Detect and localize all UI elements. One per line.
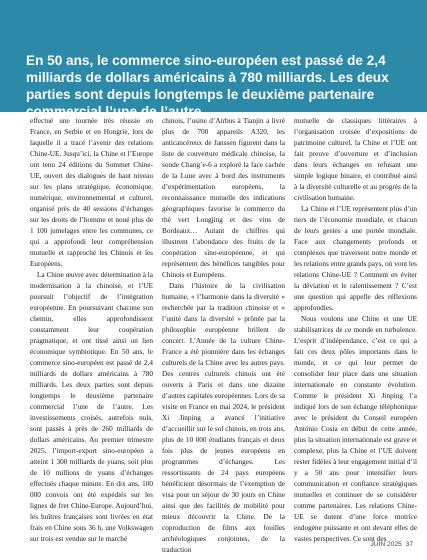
paragraph: La Chine et l’UE représentent plus d’un tiers de l’économie mondiale, et chacun de leurs gestes a une portée mondiale. Face aux changements profonds et complexes que traversent notre monde et les relations entre grands pays, où vont les relations Chine-UE ? Comment en éviter la déviation et le ralentissement ? C’est une question qui appelle des réflexions approfondies.: [294, 205, 417, 312]
paragraph: mutuelle de classiques littéraires à l’organisation croisée d’expositions de patrimoine culturel, la Chine et l’UE ont fait preuve d’ouverture et d’inclusion dans leurs échanges en refusant une simple logique binaire, et contribué ainsi à la diversité culturelle et au progrès de la civilisation humaine.: [294, 117, 417, 202]
paragraph: La Chine œuvre avec détermination à la modernisation à la chinoise, et l’UE poursuit l’objectif de l’intégration européenne. En poursuivant chacune son chemin, elles approfondissent constamment leur coopération pragmatique, et ont tissé ainsi un lien économique symbiotique. En 50 ans, le commerce sino-européen est passé de 2,4 milliards de dollars américains à 780 milliards. Les deux parties sont depuis longtemps le deuxième partenaire commercial l’une de l’autre. Les investissements croisés, autrefois nuls, sont passés à près de 260 milliards de dollars américains. Au premier trimestre 2025, l’import-export sino-européen a atteint 1 300 milliards de yuans, soit plus de 10 millions de yuans d’échanges effectués chaque minute. En dix ans, 100 000 convois ont été expédiés sur les lignes de fret Chine-Europe. Aujourd’hui, les huîtres françaises sont livrées en état frais en Chine sous 36 h, une Volkswagen sur trois est vendue sur le marché: [30, 271, 153, 543]
page-footer: [371, 541, 414, 548]
headline-text: En 50 ans, le commerce sino-européen est passé de 2,4 milliards de dollars américains à 780 milliards. Les deux parties sont depuis longtemps le deuxième partenaire commercial l’une de l’autre.: [26, 53, 389, 119]
article-column-2: [162, 116, 285, 554]
headline-banner: [0, 0, 427, 119]
issue-date: JUIN 2025: [370, 541, 402, 548]
article-column-3: [294, 116, 417, 543]
page-number: 37: [405, 541, 413, 548]
article-column-1: [30, 116, 153, 543]
paragraph: chinois, l’usine d’Airbus à Tianjin a livré plus de 700 appareils A320, les anticancéreux de Janssen figurent dans la liste de couverture médicale chinoise, la sonde Chang’e-6 a exploré la face cachée de la Lune avec à bord des instruments d’expérimentation européens, la reconnaissance mutuelle des indications géographiques favorise le commerce du thé vert Longjing et des vins de Bordeaux… Autant de chiffres qui illustrent l’abondance des fruits de la coopération sino-européenne, et qui représentent des bénéfices tangibles pour Chinois et Européens.: [162, 117, 285, 279]
paragraph: effectué une tournée très réussie en France, en Serbie et en Hongrie, lors de laquelle il a tracé l’avenir des relations Chine-UE. Jusqu’ici, la Chine et l’Europe ont tenu 24 éditions du Sommet Chine-UE, ouvert des dialogues de haut niveau sur les plans stratégique, économique, numérique, environnemental et culturel, organisé près de 40 sessions d’échanges sur les droits de l’homme et noué plus de 1 100 jumelages entre les communes, ce qui a approfondi leur compréhension mutuelle et rapproché les Chinois et les Européens.: [30, 117, 153, 268]
paragraph: Nous voulons une Chine et une UE stabilisatrices de ce monde en turbulence. L’esprit d’indépendance, c’est ce qui a fait ces deux pôles importants dans le monde, et ce qui leur permet de consolider leur place dans une situation internationale en constante évolution. Comme le président Xi Jinping l’a indiqué lors de son échange téléphonique avec le président du Conseil européen António Costa en début de cette année, plus la situation internationale est grave et complexe, plus la Chine et l’UE doivent rester fidèles à leur engagement initial d’il y a 50 ans pour intensifier leurs communication et confiance stratégiques mutuelles et continuer de se considérer comme partenaires. Les relations Chine-UE se dotent d’une force motrice endogène puissante et ont devant elles de vastes perspectives. Ce sont des: [294, 315, 417, 543]
paragraph: Dans l’histoire de la civilisation humaine, « l’harmonie dans la diversité » recherchée par la tradition chinoise et « l’unité dans la diversité » prônée par la philosophie européenne brillent de concert. L’Année de la culture Chine-France a été pionnière dans les échanges culturels de la Chine avec les autres pays. Des centres culturels chinois ont été ouverts à Paris et dans une dizaine d’autres capitales européennes. Lors de sa visite en France en mai 2024, le président Xi Jinping a avancé l’initiative d’accueillir sur le sol chinois, en trois ans, plus de 10 000 étudiants français et deux fois plus de jeunes européens en programmes d’échanges. Les ressortissants de 24 pays européens bénéficient désormais de l’exemption de visa pour un séjour de 30 jours en Chine ainsi que des facilités de mobilité pour mieux découvrir la Chine. De la coproduction de films aux fouilles archéologiques conjointes, de la traduction: [162, 282, 285, 554]
